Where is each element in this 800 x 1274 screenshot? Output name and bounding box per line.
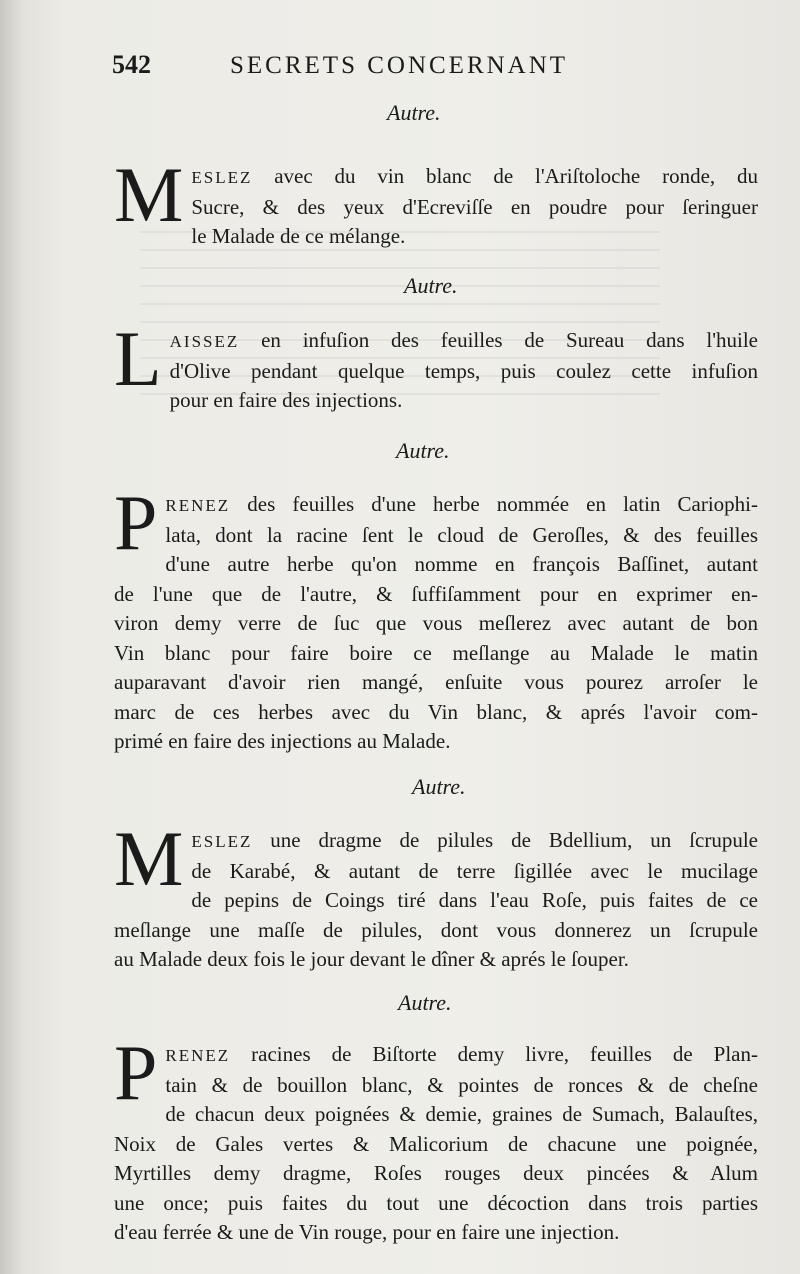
recipe-paragraph [114,479,758,757]
text-line: meſlange une maſſe de pilules, dont vous donnerez un ſcrupule [114,917,758,942]
text-line: des feuilles d'une herbe nommée en latin Cariophi- [230,492,758,516]
text-line: racines de Biſtorte demy livre, feuilles de Plan- [230,1042,758,1066]
text-line: tain & de bouillon blanc, & pointes de ronces & de cheſne [165,1072,758,1097]
lead-word: AISSEZ [169,332,240,351]
recipe-paragraph [114,1029,758,1248]
drop-cap: M [114,151,184,238]
text-line: auparavant d'avoir rien mangé, enſuite vous pourez arroſer le [114,670,758,694]
text-line: de pepins de Coings tiré dans l'eau Roſe, puis faites de ce [191,888,758,912]
text-line: avec du vin blanc de l'Ariſtoloche ronde, du [252,164,758,188]
lead-word: RENEZ [165,1046,231,1065]
text-line: Sucre, & des yeux d'Ecreviſſe en poudre pour ſeringuer [191,194,758,219]
recipe-paragraph [114,151,758,252]
text-line: d'une autre herbe qu'on nomme en françois Baſſinet, autant [165,552,758,576]
page-number: 542 [112,50,151,79]
lead-word: RENEZ [165,496,231,515]
section-title: Autre. [404,273,458,298]
drop-cap: M [114,815,184,902]
section-title: Autre. [387,100,441,125]
page-header [112,50,752,86]
drop-cap: L [114,315,162,402]
text-line: de chacun deux poignées & demie, graines de Sumach, Balauſtes, [165,1102,758,1126]
drop-cap: P [114,479,158,566]
text-line: Noix de Gales vertes & Malicorium de chacune une poignée, [114,1131,758,1156]
text-line: en infuſion des feuilles de Sureau dans l'huile [239,328,758,352]
text-line: Myrtilles demy dragme, Roſes rouges deux pincées & Alum [114,1161,758,1185]
lead-word: ESLEZ [191,832,253,851]
text-line: une dragme de pilules de Bdellium, un ſcrupule [252,828,758,852]
text-line: marc de ces herbes avec du Vin blanc, & aprés l'avoir com- [114,699,758,724]
text-line: d'Olive pendant quelque temps, puis coulez cette infuſion [169,358,758,383]
text-line: de Karabé, & autant de terre ſigillée avec le mucilage [191,858,758,883]
text-line: pour en faire des injections. [169,388,403,412]
text-line: de l'une que de l'autre, & ſuffiſamment pour en exprimer en- [114,581,758,606]
text-line: une once; puis faites du tout une décoction dans trois parties [114,1190,758,1215]
text-line: viron demy verre de ſuc que vous meſlerez avec autant de bon [114,611,758,635]
recipe-paragraph [114,815,758,975]
text-line: Vin blanc pour faire boire ce meſlange au Malade le matin [114,640,758,665]
text-line: le Malade de ce mélange. [191,224,406,248]
section-title: Autre. [396,438,450,463]
gutter-shadow [0,0,22,1274]
section-title: Autre. [398,990,452,1015]
recipe-paragraph [114,315,758,416]
running-head: SECRETS CONCERNANT [230,52,569,79]
lead-word: ESLEZ [191,168,253,187]
section-title: Autre. [412,774,466,799]
text-line: d'eau ferrée & une de Vin rouge, pour en faire une injection. [114,1220,620,1244]
text-line: primé en faire des injections au Malade. [114,729,451,753]
drop-cap: P [114,1029,158,1116]
text-line: au Malade deux fois le jour devant le dîner & aprés le ſouper. [114,947,629,971]
text-line: lata, dont la racine ſent le cloud de Geroſles, & des feuilles [165,522,758,547]
